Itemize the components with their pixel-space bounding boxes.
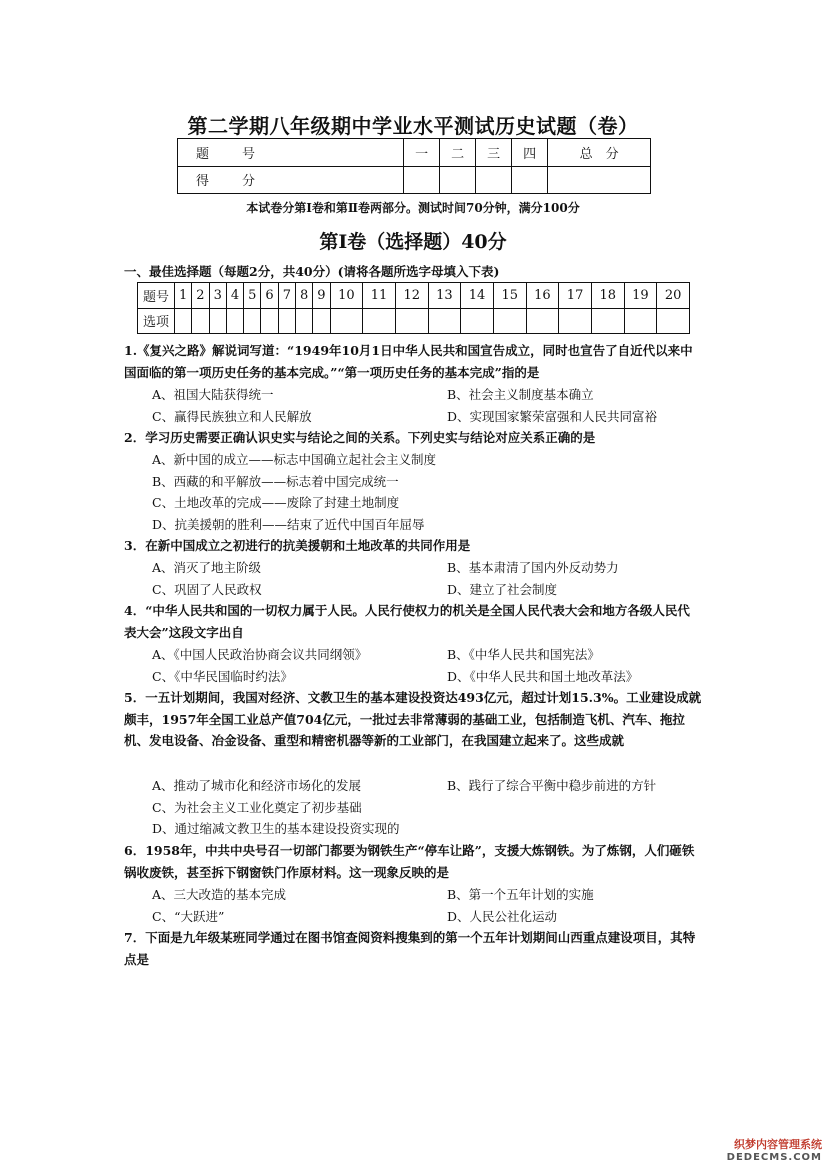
score-input-cell[interactable] <box>476 166 512 194</box>
answer-choice-cell[interactable] <box>209 308 226 334</box>
question-stem: 6．1958年，中共中央号召一切部门都要为钢铁生产“停车让路”，支援大炼钢铁。为了炼钢，人们砸铁锅收废铁，甚至拆下钢窗铁门作原材料。这一现象反映的是 <box>124 843 695 880</box>
question-stem: 2．学习历史需要正确认识史实与结论之间的关系。下列史实与结论对应关系正确的是 <box>124 430 596 445</box>
option: B、第一个五年计划的实施 <box>447 887 594 902</box>
answer-row-label: 题号 <box>138 283 175 309</box>
answer-choice-cell[interactable] <box>526 308 559 334</box>
option: A、《中国人民政治协商会议共同纲领》 <box>152 647 368 662</box>
score-input-cell[interactable] <box>404 166 440 194</box>
option: B、西藏的和平解放——标志着中国完成统一 <box>152 473 399 489</box>
question-stem: 1.《复兴之路》解说词写道：“1949年10月1日中华人民共和国宣告成立，同时也宣告了自近代以来中国面临的第一项历史任务的基本完成。”“第一项历史任务的基本完成”指的是 <box>124 343 693 380</box>
option: A、三大改造的基本完成 <box>152 887 287 902</box>
answer-choice-cell[interactable] <box>461 308 494 334</box>
answer-choice-cell[interactable] <box>192 308 209 334</box>
answer-choice-cell[interactable] <box>363 308 396 334</box>
option: B、基本肃清了国内外反动势力 <box>447 560 619 575</box>
option: D、通过缩减文教卫生的基本建设投资实现的 <box>152 821 400 837</box>
option: A、推动了城市化和经济市场化的发展 <box>152 778 362 793</box>
answer-number-cell: 9 <box>313 283 330 309</box>
answer-number-cell: 14 <box>461 283 494 309</box>
watermark-text: 织梦内容管理系统 <box>734 1138 822 1151</box>
score-table <box>177 138 651 194</box>
answer-number-cell: 12 <box>395 283 428 309</box>
answer-choice-cell[interactable] <box>261 308 278 334</box>
answer-table-number-row <box>138 283 690 309</box>
option: A、祖国大陆获得统一 <box>152 387 274 402</box>
answer-number-cell: 11 <box>363 283 396 309</box>
score-cell: 四 <box>512 139 548 167</box>
answer-number-cell: 8 <box>295 283 312 309</box>
answer-choice-cell[interactable] <box>244 308 261 334</box>
option: C、巩固了人民政权 <box>152 581 262 597</box>
score-table-header-row <box>178 139 651 167</box>
part-title: 一、最佳选择题（每题2分，共40分）(请将各题所选字母填入下表) <box>124 264 500 279</box>
score-input-cell[interactable] <box>548 166 651 194</box>
option: D、建立了社会制度 <box>447 581 558 597</box>
answer-choice-cell[interactable] <box>657 308 690 334</box>
answer-number-cell: 20 <box>657 283 690 309</box>
answer-number-cell: 3 <box>209 283 226 309</box>
option: C、土地改革的完成——废除了封建土地制度 <box>152 495 400 511</box>
option: A、新中国的成立——标志中国确立起社会主义制度 <box>152 452 437 467</box>
option: D、抗美援朝的胜利——结束了近代中国百年屈辱 <box>152 516 425 532</box>
answer-number-cell: 6 <box>261 283 278 309</box>
answer-number-cell: 4 <box>226 283 243 309</box>
answer-number-cell: 7 <box>278 283 295 309</box>
option: B、践行了综合平衡中稳步前进的方针 <box>447 778 657 793</box>
watermark-url: DEDECMS.COM <box>726 1152 822 1163</box>
answer-choice-cell[interactable] <box>330 308 363 334</box>
answer-number-cell: 2 <box>192 283 209 309</box>
score-input-cell[interactable] <box>440 166 476 194</box>
watermark <box>727 1136 822 1163</box>
answer-number-cell: 13 <box>428 283 461 309</box>
option: C、赢得民族独立和人民解放 <box>152 408 312 424</box>
question-stem: 7．下面是九年级某班同学通过在图书馆查阅资料搜集到的第一个五年计划期间山西重点建设项目，其特点是 <box>124 930 696 967</box>
answer-choice-cell[interactable] <box>559 308 592 334</box>
answer-choice-cell[interactable] <box>493 308 526 334</box>
score-cell: 二 <box>440 139 476 167</box>
answer-choice-cell[interactable] <box>395 308 428 334</box>
option: C、为社会主义工业化奠定了初步基础 <box>152 799 362 815</box>
score-input-cell[interactable] <box>512 166 548 194</box>
answer-number-cell: 16 <box>526 283 559 309</box>
score-cell: 三 <box>476 139 512 167</box>
option: D、实现国家繁荣富强和人民共同富裕 <box>447 408 658 424</box>
question-options <box>152 449 712 535</box>
option: B、社会主义制度基本确立 <box>447 387 594 402</box>
answer-choice-cell[interactable] <box>226 308 243 334</box>
answer-number-cell: 1 <box>175 283 192 309</box>
answer-choice-cell[interactable] <box>428 308 461 334</box>
score-cell: 一 <box>404 139 440 167</box>
option: B、《中华人民共和国宪法》 <box>447 647 600 662</box>
question-options <box>152 884 712 927</box>
answer-choice-cell[interactable] <box>591 308 624 334</box>
score-cell: 总 分 <box>548 139 651 167</box>
answer-row-label: 选项 <box>138 308 175 334</box>
answer-table-choice-row <box>138 308 690 334</box>
answer-choice-cell[interactable] <box>278 308 295 334</box>
question-options <box>152 557 712 600</box>
question-options <box>152 775 712 840</box>
answer-number-cell: 15 <box>493 283 526 309</box>
score-row-label: 得 分 <box>178 166 404 194</box>
question-stem: 4．“中华人民共和国的一切权力属于人民。人民行使权力的机关是全国人民代表大会和地方各级人民代表大会”这段文字出自 <box>124 603 690 640</box>
question-options <box>152 384 712 427</box>
answer-choice-cell[interactable] <box>313 308 330 334</box>
question-options <box>152 644 712 687</box>
answer-number-cell: 18 <box>591 283 624 309</box>
answer-table <box>137 282 690 334</box>
answer-number-cell: 19 <box>624 283 657 309</box>
section-title: 第Ⅰ卷（选择题）40分 <box>319 231 507 253</box>
option: D、《中华人民共和国土地改革法》 <box>447 668 639 684</box>
option: C、《中华民国临时约法》 <box>152 668 293 684</box>
option: D、人民公社化运动 <box>447 908 558 924</box>
answer-number-cell: 5 <box>244 283 261 309</box>
score-cell: 题 号 <box>178 139 404 167</box>
exam-note: 本试卷分第Ⅰ卷和第Ⅱ卷两部分。测试时间70分钟，满分100分 <box>246 201 580 215</box>
score-table-score-row <box>178 166 651 194</box>
answer-choice-cell[interactable] <box>624 308 657 334</box>
option: C、“大跃进” <box>152 908 225 924</box>
answer-number-cell: 17 <box>559 283 592 309</box>
answer-choice-cell[interactable] <box>295 308 312 334</box>
answer-choice-cell[interactable] <box>175 308 192 334</box>
exam-title: 第二学期八年级期中学业水平测试历史试题（卷） <box>187 114 639 138</box>
question-stem: 5．一五计划期间，我国对经济、文教卫生的基本建设投资达493亿元，超过计划15.3%。工业建设成就颇丰，1957年全国工业总产值704亿元，一批过去非常薄弱的基础工业，包括制造飞机、汽车、拖拉机、发电设备、冶金设备、重型和精密机器等新的工业部门，在我国建立起来了。这些成就 <box>124 690 702 749</box>
question-stem: 3．在新中国成立之初进行的抗美援朝和土地改革的共同作用是 <box>124 538 471 553</box>
option: A、消灭了地主阶级 <box>152 560 262 575</box>
answer-number-cell: 10 <box>330 283 363 309</box>
